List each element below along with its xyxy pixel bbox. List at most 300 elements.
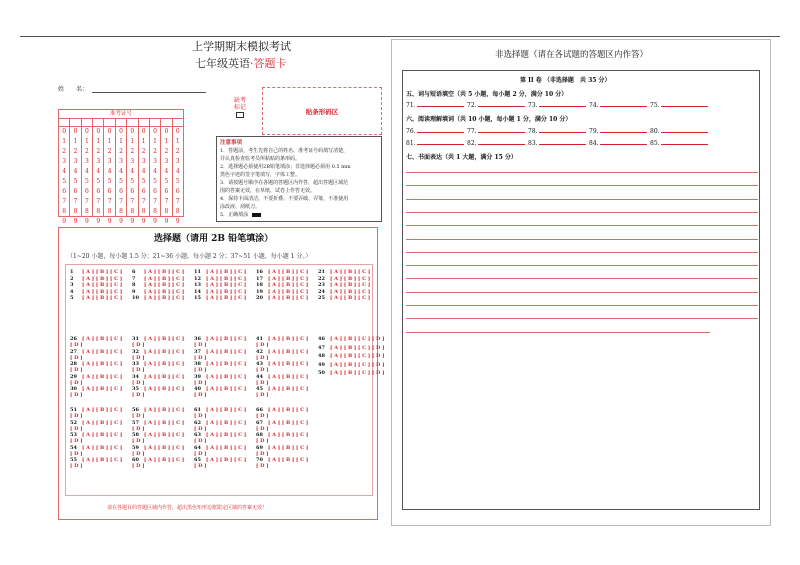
answer-bubbles[interactable]: [ A ] [ B ] [ C ]: [206, 336, 247, 342]
answer-bubble-d[interactable]: [ D ]: [70, 450, 83, 457]
digit-bubble[interactable]: 8: [164, 208, 169, 215]
mc-question[interactable]: [256, 374, 308, 386]
digit-bubble[interactable]: 3: [73, 158, 78, 165]
admission-cell[interactable]: [116, 119, 127, 126]
blank-line[interactable]: [417, 127, 464, 133]
digit-bubble[interactable]: 2: [107, 148, 112, 155]
mc-question[interactable]: [132, 407, 184, 419]
digit-bubble[interactable]: 5: [141, 178, 146, 185]
mc-question[interactable]: [70, 386, 122, 398]
answer-bubbles[interactable]: [ A ] [ B ] [ C ]: [206, 419, 247, 426]
mc-question[interactable]: [256, 420, 308, 432]
digit-bubble[interactable]: 4: [84, 168, 89, 175]
digit-bubble[interactable]: 5: [130, 178, 135, 185]
mc-question[interactable]: [256, 276, 308, 282]
answer-bubbles[interactable]: [ A ] [ B ] [ C ]: [206, 373, 247, 380]
answer-bubbles[interactable]: [ A ] [ B ] [ C ]: [206, 386, 247, 392]
answer-bubble-d[interactable]: [ D ]: [132, 379, 145, 386]
digit-bubble[interactable]: 2: [62, 148, 67, 155]
digit-bubble[interactable]: 6: [164, 188, 169, 195]
digit-bubble[interactable]: 4: [107, 168, 112, 175]
digit-bubble[interactable]: 1: [175, 138, 180, 145]
mc-question[interactable]: [132, 349, 184, 361]
answer-bubbles[interactable]: [ A ] [ B ] [ C ]: [82, 457, 123, 463]
answer-bubbles[interactable]: [ A ] [ B ] [ C ]: [82, 348, 123, 355]
answer-bubble-d[interactable]: [ D ]: [256, 450, 269, 457]
mc-question[interactable]: [318, 345, 385, 351]
answer-bubbles[interactable]: [ A ] [ B ] [ C ]: [144, 269, 185, 275]
mc-question[interactable]: [70, 432, 122, 444]
blank-line[interactable]: [661, 127, 708, 133]
blank-line[interactable]: [600, 127, 647, 133]
answer-bubbles[interactable]: [ A ] [ B ] [ C ]: [268, 295, 309, 301]
mc-question[interactable]: [256, 282, 308, 288]
fill-blank[interactable]: [650, 139, 708, 147]
answer-bubble-d[interactable]: [ D ]: [132, 450, 145, 457]
digit-bubble[interactable]: 4: [96, 168, 101, 175]
writing-line[interactable]: [406, 332, 710, 333]
mc-question[interactable]: [70, 420, 122, 432]
digit-bubble[interactable]: 4: [175, 168, 180, 175]
mc-question[interactable]: [132, 374, 184, 386]
digit-bubble[interactable]: 1: [119, 138, 123, 145]
mc-question[interactable]: [132, 336, 184, 348]
fill-blank[interactable]: [650, 101, 708, 109]
answer-bubbles[interactable]: [ A ] [ B ] [ C ]: [144, 275, 185, 282]
admission-number-cells[interactable]: [59, 119, 183, 127]
mc-question[interactable]: [132, 269, 184, 275]
answer-bubble-d[interactable]: [ D ]: [70, 438, 83, 444]
mc-question[interactable]: [194, 289, 246, 295]
digit-bubble[interactable]: 8: [153, 208, 157, 215]
answer-bubble-d[interactable]: [ D ]: [70, 354, 83, 361]
digit-bubble[interactable]: 2: [96, 148, 101, 155]
mc-question[interactable]: [256, 432, 308, 444]
digit-bubble[interactable]: 1: [107, 138, 112, 145]
mc-question[interactable]: [256, 445, 308, 457]
mc-question[interactable]: [318, 295, 370, 301]
digit-bubble[interactable]: 1: [130, 138, 135, 145]
answer-bubble-d[interactable]: [ D ]: [132, 392, 145, 398]
answer-bubble-d[interactable]: [ D ]: [132, 342, 145, 348]
admission-cell[interactable]: [104, 119, 115, 126]
mc-question[interactable]: [132, 457, 184, 469]
answer-bubble-d[interactable]: [ D ]: [70, 425, 83, 432]
mc-question[interactable]: [194, 420, 246, 432]
digit-bubble[interactable]: 1: [153, 138, 157, 145]
writing-line[interactable]: [406, 225, 758, 226]
answer-bubbles[interactable]: [ A ] [ B ] [ C ]: [268, 288, 309, 295]
digit-bubble[interactable]: 7: [84, 198, 89, 205]
answer-bubbles[interactable]: [ A ] [ B ] [ C ]: [82, 361, 123, 367]
answer-bubbles[interactable]: [ A ] [ B ] [ C ]: [268, 373, 309, 380]
digit-bubble[interactable]: 0: [119, 128, 123, 135]
writing-line[interactable]: [406, 252, 758, 253]
answer-bubbles[interactable]: [ A ] [ B ] [ C ]: [206, 295, 247, 301]
answer-bubble-d[interactable]: [ D ]: [194, 342, 207, 348]
digit-bubble[interactable]: 9: [107, 218, 112, 225]
answer-bubbles[interactable]: [ A ] [ B ] [ C ]: [206, 407, 247, 413]
digit-bubble[interactable]: 8: [84, 208, 89, 215]
answer-bubbles[interactable]: [ A ] [ B ] [ C ]: [330, 269, 371, 275]
answer-bubbles[interactable]: [ A ] [ B ] [ C ]: [268, 348, 309, 355]
answer-bubbles[interactable]: [ A ] [ B ] [ C ]: [144, 432, 185, 438]
digit-bubble[interactable]: 6: [107, 188, 112, 195]
answer-bubble-d[interactable]: [ D ]: [194, 413, 207, 419]
fill-blank[interactable]: [467, 101, 525, 109]
answer-bubbles[interactable]: [ A ] [ B ] [ C ] [ D ]: [330, 344, 385, 351]
answer-bubble-d[interactable]: [ D ]: [256, 367, 269, 373]
digit-bubble[interactable]: 7: [175, 198, 180, 205]
digit-bubble[interactable]: 0: [84, 128, 89, 135]
answer-bubbles[interactable]: [ A ] [ B ] [ C ]: [144, 407, 185, 413]
digit-bubble[interactable]: 5: [84, 178, 89, 185]
mc-question[interactable]: [194, 374, 246, 386]
writing-line[interactable]: [406, 239, 758, 240]
answer-bubbles[interactable]: [ A ] [ B ] [ C ]: [268, 432, 309, 438]
absent-mark-box[interactable]: [236, 112, 244, 118]
answer-bubbles[interactable]: [ A ] [ B ] [ C ]: [268, 361, 309, 367]
digit-bubble[interactable]: 3: [119, 158, 123, 165]
answer-bubbles[interactable]: [ A ] [ B ] [ C ]: [144, 295, 185, 301]
digit-bubble[interactable]: 7: [62, 198, 67, 205]
answer-bubbles[interactable]: [ A ] [ B ] [ C ] [ D ]: [330, 361, 385, 368]
answer-bubbles[interactable]: [ A ] [ B ] [ C ]: [144, 373, 185, 380]
digit-bubble[interactable]: 8: [107, 208, 112, 215]
fill-blank[interactable]: [467, 139, 525, 147]
digit-bubble[interactable]: 3: [141, 158, 146, 165]
mc-question[interactable]: [194, 349, 246, 361]
mc-question[interactable]: [70, 361, 122, 373]
digit-bubble[interactable]: 4: [164, 168, 169, 175]
answer-bubble-d[interactable]: [ D ]: [194, 379, 207, 386]
digit-bubble[interactable]: 0: [107, 128, 112, 135]
answer-bubbles[interactable]: [ A ] [ B ] [ C ]: [144, 457, 185, 463]
answer-bubbles[interactable]: [ A ] [ B ] [ C ]: [206, 269, 247, 275]
answer-bubble-d[interactable]: [ D ]: [70, 379, 83, 386]
blank-line[interactable]: [539, 101, 586, 107]
digit-bubble[interactable]: 8: [62, 208, 67, 215]
digit-bubble[interactable]: 3: [107, 158, 112, 165]
mc-question[interactable]: [318, 370, 385, 376]
answer-bubbles[interactable]: [ A ] [ B ] [ C ]: [206, 275, 247, 282]
blank-line[interactable]: [661, 139, 708, 145]
digit-bubble[interactable]: 8: [96, 208, 101, 215]
mc-question[interactable]: [194, 361, 246, 373]
answer-bubbles[interactable]: [ A ] [ B ] [ C ]: [268, 419, 309, 426]
answer-bubbles[interactable]: [ A ] [ B ] [ C ]: [206, 361, 247, 367]
mc-question[interactable]: [132, 361, 184, 373]
answer-bubble-d[interactable]: [ D ]: [256, 354, 269, 361]
digit-bubble[interactable]: 5: [119, 178, 123, 185]
answer-bubble-d[interactable]: [ D ]: [194, 463, 207, 469]
mc-question[interactable]: [132, 386, 184, 398]
digit-bubble[interactable]: 4: [62, 168, 67, 175]
mc-question[interactable]: [132, 295, 184, 301]
digit-bubble[interactable]: 3: [96, 158, 101, 165]
digit-bubble[interactable]: 3: [130, 158, 135, 165]
mc-question[interactable]: [132, 276, 184, 282]
mc-question[interactable]: [70, 349, 122, 361]
digit-bubble[interactable]: 9: [96, 218, 101, 225]
mc-question[interactable]: [70, 269, 122, 275]
mc-question[interactable]: [256, 336, 308, 348]
fill-blank[interactable]: [406, 127, 464, 135]
answer-bubble-d[interactable]: [ D ]: [256, 438, 269, 444]
answer-bubbles[interactable]: [ A ] [ B ] [ C ]: [330, 282, 371, 288]
answer-bubble-d[interactable]: [ D ]: [70, 392, 83, 398]
digit-bubble[interactable]: 3: [175, 158, 180, 165]
mc-question[interactable]: [194, 336, 246, 348]
digit-bubble[interactable]: 0: [73, 128, 78, 135]
digit-bubble[interactable]: 6: [141, 188, 146, 195]
answer-bubbles[interactable]: [ A ] [ B ] [ C ]: [330, 288, 371, 295]
answer-bubbles[interactable]: [ A ] [ B ] [ C ]: [206, 457, 247, 463]
answer-bubbles[interactable]: [ A ] [ B ] [ C ]: [144, 348, 185, 355]
digit-bubble[interactable]: 6: [119, 188, 123, 195]
digit-bubble[interactable]: 6: [153, 188, 157, 195]
digit-bubble[interactable]: 5: [73, 178, 78, 185]
blank-line[interactable]: [478, 101, 525, 107]
digit-bubble[interactable]: 9: [73, 218, 78, 225]
writing-line[interactable]: [406, 292, 758, 293]
mc-question[interactable]: [318, 336, 385, 342]
digit-bubble[interactable]: 9: [119, 218, 123, 225]
answer-bubble-d[interactable]: [ D ]: [70, 413, 83, 419]
digit-bubble[interactable]: 7: [164, 198, 169, 205]
mc-question[interactable]: [318, 353, 385, 359]
answer-bubbles[interactable]: [ A ] [ B ] [ C ] [ D ]: [330, 336, 385, 342]
digit-bubble[interactable]: 7: [141, 198, 146, 205]
admission-cell[interactable]: [127, 119, 138, 126]
answer-bubbles[interactable]: [ A ] [ B ] [ C ]: [206, 288, 247, 295]
digit-bubble[interactable]: 7: [130, 198, 135, 205]
answer-bubbles[interactable]: [ A ] [ B ] [ C ]: [268, 269, 309, 275]
name-field[interactable]: [92, 92, 206, 93]
digit-bubble[interactable]: 4: [130, 168, 135, 175]
digit-bubble[interactable]: 8: [141, 208, 146, 215]
mc-question[interactable]: [194, 276, 246, 282]
answer-bubbles[interactable]: [ A ] [ B ] [ C ]: [82, 373, 123, 380]
answer-bubbles[interactable]: [ A ] [ B ] [ C ]: [206, 444, 247, 451]
digit-bubble[interactable]: 2: [73, 148, 78, 155]
digit-bubble[interactable]: 9: [141, 218, 146, 225]
answer-bubbles[interactable]: [ A ] [ B ] [ C ]: [268, 336, 309, 342]
answer-bubble-d[interactable]: [ D ]: [194, 367, 207, 373]
digit-bubble[interactable]: 4: [153, 168, 157, 175]
answer-bubble-d[interactable]: [ D ]: [70, 463, 83, 469]
digit-bubble[interactable]: 3: [153, 158, 157, 165]
mc-question[interactable]: [318, 289, 370, 295]
digit-bubble[interactable]: 3: [62, 158, 67, 165]
fill-blank[interactable]: [528, 101, 586, 109]
mc-question[interactable]: [256, 361, 308, 373]
answer-bubbles[interactable]: [ A ] [ B ] [ C ] [ D ]: [330, 370, 385, 376]
answer-bubble-d[interactable]: [ D ]: [194, 450, 207, 457]
answer-bubbles[interactable]: [ A ] [ B ] [ C ] [ D ]: [330, 353, 385, 359]
mc-question[interactable]: [256, 407, 308, 419]
fill-blank[interactable]: [650, 127, 708, 135]
writing-line[interactable]: [406, 172, 758, 173]
fill-blank[interactable]: [467, 127, 525, 135]
digit-bubble[interactable]: 0: [62, 128, 67, 135]
fill-blank[interactable]: [589, 139, 647, 147]
answer-bubble-d[interactable]: [ D ]: [132, 425, 145, 432]
fill-blank[interactable]: [589, 127, 647, 135]
answer-bubbles[interactable]: [ A ] [ B ] [ C ]: [330, 295, 371, 301]
digit-bubble[interactable]: 8: [130, 208, 135, 215]
fill-blank[interactable]: [528, 127, 586, 135]
answer-bubble-d[interactable]: [ D ]: [70, 367, 83, 373]
mc-question[interactable]: [256, 349, 308, 361]
answer-bubbles[interactable]: [ A ] [ B ] [ C ]: [144, 288, 185, 295]
answer-bubble-d[interactable]: [ D ]: [194, 354, 207, 361]
admission-cell[interactable]: [161, 119, 172, 126]
writing-line[interactable]: [406, 212, 758, 213]
answer-bubbles[interactable]: [ A ] [ B ] [ C ]: [144, 282, 185, 288]
answer-bubbles[interactable]: [ A ] [ B ] [ C ]: [144, 361, 185, 367]
blank-line[interactable]: [417, 101, 464, 107]
answer-bubbles[interactable]: [ A ] [ B ] [ C ]: [144, 336, 185, 342]
answer-bubble-d[interactable]: [ D ]: [256, 342, 269, 348]
digit-bubble[interactable]: 4: [119, 168, 123, 175]
fill-blank[interactable]: [589, 101, 647, 109]
answer-bubbles[interactable]: [ A ] [ B ] [ C ]: [144, 386, 185, 392]
digit-bubble[interactable]: 6: [96, 188, 101, 195]
mc-question[interactable]: [70, 374, 122, 386]
writing-line[interactable]: [406, 305, 758, 306]
mc-question[interactable]: [256, 295, 308, 301]
digit-bubble[interactable]: 3: [164, 158, 169, 165]
digit-bubble[interactable]: 2: [153, 148, 157, 155]
answer-bubbles[interactable]: [ A ] [ B ] [ C ]: [82, 407, 123, 413]
writing-line[interactable]: [406, 199, 758, 200]
answer-bubble-d[interactable]: [ D ]: [194, 425, 207, 432]
mc-question[interactable]: [70, 407, 122, 419]
answer-bubble-d[interactable]: [ D ]: [256, 463, 269, 469]
digit-bubble[interactable]: 9: [153, 218, 157, 225]
fill-blank[interactable]: [406, 139, 464, 147]
answer-bubbles[interactable]: [ A ] [ B ] [ C ]: [144, 444, 185, 451]
admission-cell[interactable]: [173, 119, 183, 126]
digit-bubble[interactable]: 0: [130, 128, 135, 135]
mc-question[interactable]: [70, 457, 122, 469]
mc-question[interactable]: [256, 289, 308, 295]
admission-cell[interactable]: [139, 119, 150, 126]
answer-bubbles[interactable]: [ A ] [ B ] [ C ]: [206, 432, 247, 438]
mc-question[interactable]: [132, 420, 184, 432]
blank-line[interactable]: [539, 127, 586, 133]
digit-bubble[interactable]: 5: [62, 178, 67, 185]
digit-bubble[interactable]: 6: [84, 188, 89, 195]
digit-bubble[interactable]: 6: [175, 188, 180, 195]
digit-bubble[interactable]: 8: [73, 208, 78, 215]
answer-bubble-d[interactable]: [ D ]: [194, 438, 207, 444]
mc-question[interactable]: [194, 295, 246, 301]
digit-bubble[interactable]: 7: [153, 198, 157, 205]
mc-question[interactable]: [194, 407, 246, 419]
answer-bubble-d[interactable]: [ D ]: [132, 438, 145, 444]
mc-question[interactable]: [318, 362, 385, 368]
answer-bubble-d[interactable]: [ D ]: [256, 392, 269, 398]
digit-bubble[interactable]: 7: [96, 198, 101, 205]
answer-bubble-d[interactable]: [ D ]: [256, 379, 269, 386]
digit-bubble[interactable]: 0: [175, 128, 180, 135]
mc-question[interactable]: [70, 295, 122, 301]
admission-cell[interactable]: [82, 119, 93, 126]
mc-question[interactable]: [318, 269, 370, 275]
admission-cell[interactable]: [70, 119, 81, 126]
digit-bubble[interactable]: 5: [175, 178, 180, 185]
answer-bubbles[interactable]: [ A ] [ B ] [ C ]: [206, 282, 247, 288]
answer-bubbles[interactable]: [ A ] [ B ] [ C ]: [268, 457, 309, 463]
blank-line[interactable]: [600, 101, 647, 107]
answer-bubbles[interactable]: [ A ] [ B ] [ C ]: [144, 419, 185, 426]
answer-bubbles[interactable]: [ A ] [ B ] [ C ]: [82, 275, 123, 282]
blank-line[interactable]: [539, 139, 586, 145]
digit-bubble[interactable]: 2: [130, 148, 135, 155]
answer-bubbles[interactable]: [ A ] [ B ] [ C ]: [82, 295, 123, 301]
answer-bubbles[interactable]: [ A ] [ B ] [ C ]: [82, 386, 123, 392]
admission-cell[interactable]: [59, 119, 70, 126]
answer-bubbles[interactable]: [ A ] [ B ] [ C ]: [82, 269, 123, 275]
mc-question[interactable]: [194, 445, 246, 457]
digit-bubble[interactable]: 2: [141, 148, 146, 155]
answer-bubble-d[interactable]: [ D ]: [132, 413, 145, 419]
digit-bubble[interactable]: 9: [175, 218, 180, 225]
answer-bubbles[interactable]: [ A ] [ B ] [ C ]: [330, 275, 371, 282]
writing-line[interactable]: [406, 265, 758, 266]
writing-line[interactable]: [406, 318, 758, 319]
digit-bubble[interactable]: 9: [130, 218, 135, 225]
blank-line[interactable]: [478, 127, 525, 133]
digit-bubble[interactable]: 2: [119, 148, 123, 155]
mc-question[interactable]: [194, 432, 246, 444]
digit-bubble[interactable]: 5: [153, 178, 157, 185]
mc-question[interactable]: [70, 289, 122, 295]
writing-line[interactable]: [406, 185, 758, 186]
mc-question[interactable]: [194, 457, 246, 469]
answer-bubbles[interactable]: [ A ] [ B ] [ C ]: [268, 275, 309, 282]
answer-bubble-d[interactable]: [ D ]: [132, 354, 145, 361]
answer-bubbles[interactable]: [ A ] [ B ] [ C ]: [268, 407, 309, 413]
answer-bubbles[interactable]: [ A ] [ B ] [ C ]: [206, 348, 247, 355]
digit-bubble[interactable]: 6: [73, 188, 78, 195]
answer-bubble-d[interactable]: [ D ]: [132, 463, 145, 469]
digit-bubble[interactable]: 5: [107, 178, 112, 185]
digit-bubble[interactable]: 3: [84, 158, 89, 165]
mc-question[interactable]: [194, 386, 246, 398]
blank-line[interactable]: [600, 139, 647, 145]
digit-bubble[interactable]: 9: [62, 218, 67, 225]
writing-line[interactable]: [406, 278, 758, 279]
fill-blank[interactable]: [528, 139, 586, 147]
mc-question[interactable]: [132, 432, 184, 444]
digit-bubble[interactable]: 0: [153, 128, 157, 135]
digit-bubble[interactable]: 4: [141, 168, 146, 175]
digit-bubble[interactable]: 0: [164, 128, 169, 135]
mc-question[interactable]: [256, 269, 308, 275]
answer-bubble-d[interactable]: [ D ]: [70, 342, 83, 348]
digit-bubble[interactable]: 8: [175, 208, 180, 215]
mc-question[interactable]: [318, 282, 370, 288]
blank-line[interactable]: [417, 139, 464, 145]
answer-bubble-d[interactable]: [ D ]: [256, 413, 269, 419]
answer-bubbles[interactable]: [ A ] [ B ] [ C ]: [82, 336, 123, 342]
answer-bubble-d[interactable]: [ D ]: [256, 425, 269, 432]
digit-bubble[interactable]: 0: [96, 128, 101, 135]
mc-question[interactable]: [132, 289, 184, 295]
